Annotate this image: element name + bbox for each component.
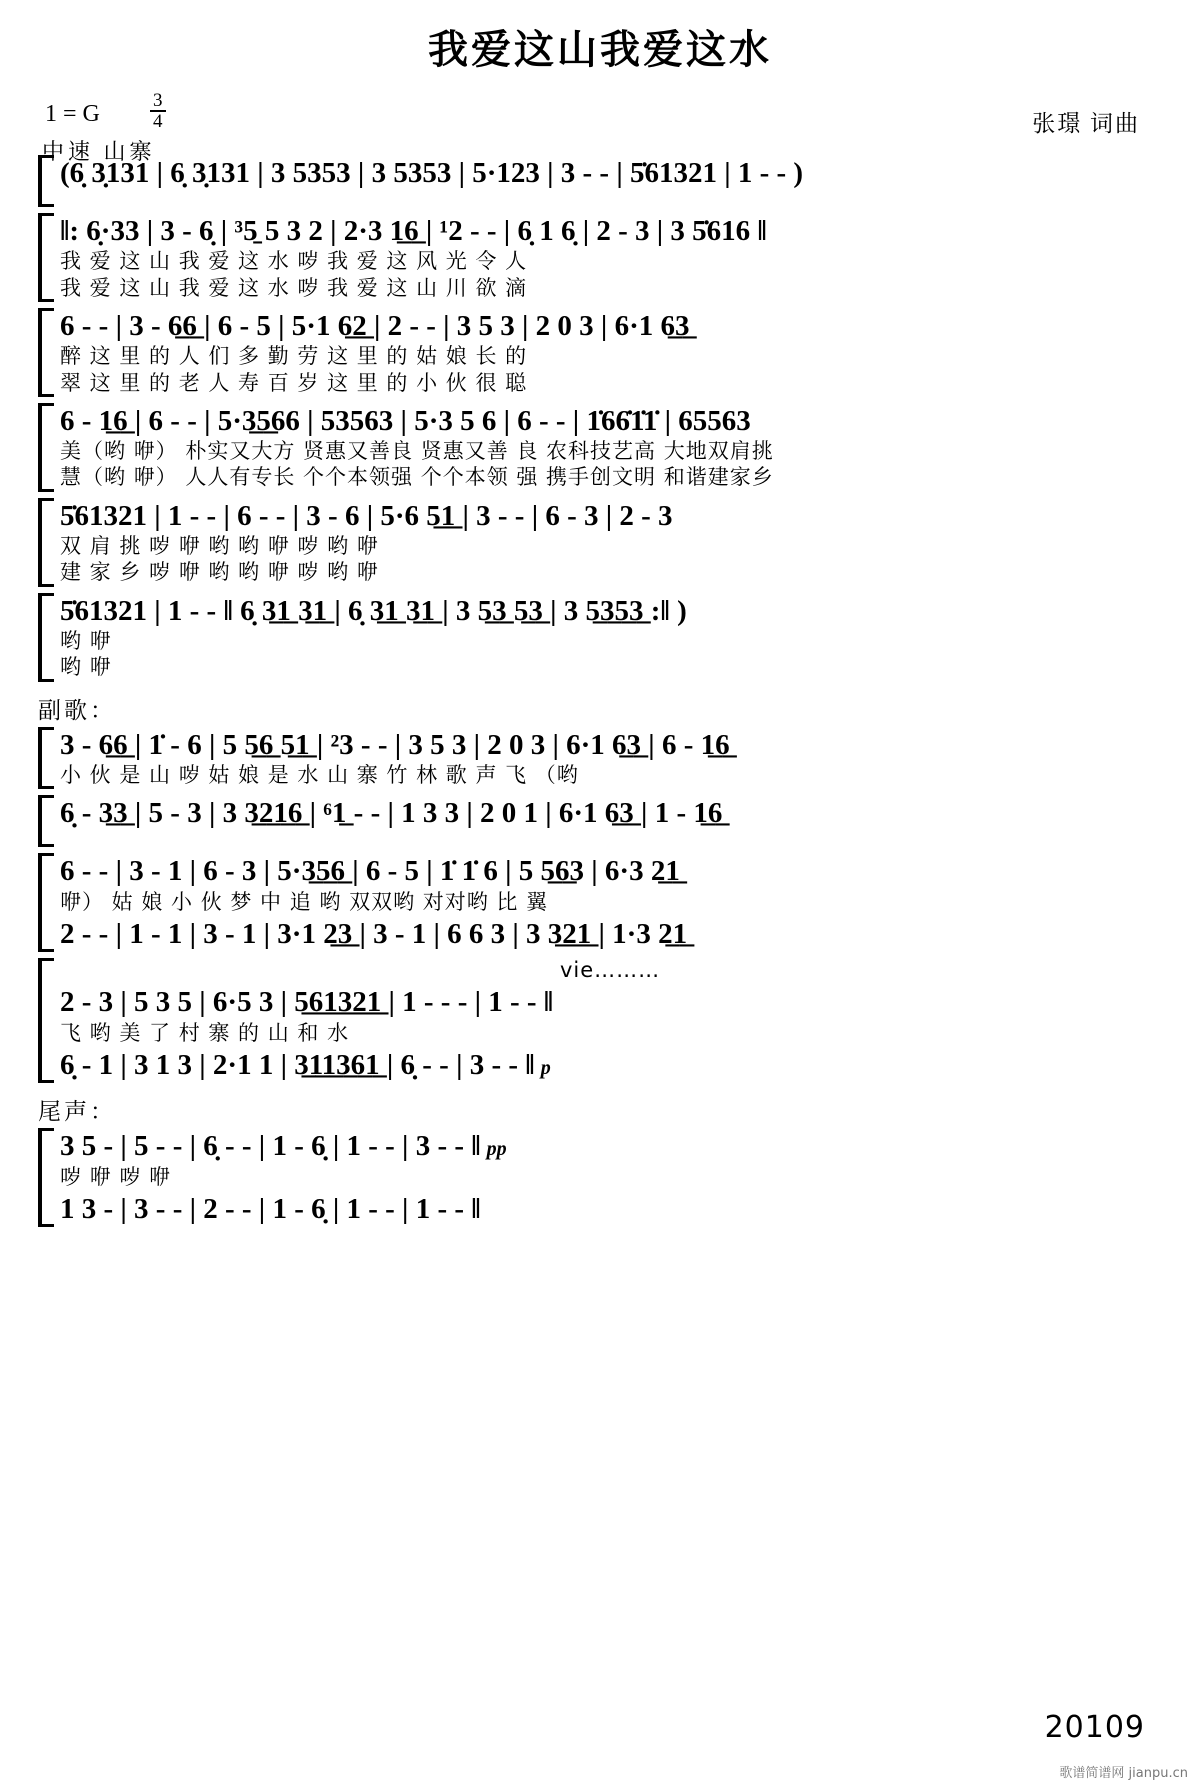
staff [60,958,1048,1083]
note-row: 5̇61321 | 1 - - ‖ 6̣ 3̲1̲ 3̲1̲ | 6̣ 3̲1̲ 3̲1̲ | 3 5̲3̲ 5̲3̲ | 3 5̲3̲5̲3̲ :‖ ) [60,594,687,627]
staff [60,155,1048,191]
dynamic-p: p [540,1057,551,1080]
note-row-upper-text: 3 5 - | 5 - - | 6̣ - - | 1 - 6̣ | 1 - - | 3 - - ‖ [60,1130,481,1163]
expression-vie: vie……… [560,958,661,983]
lyric-row-verse2: 慧（哟 咿） 人人有专长 个个本领强 个个本领 强 携手创文明 和谐建家乡 [60,465,774,490]
lyric-row-verse1: 小 伙 是 山 哕 姑 娘 是 水 山 寨 竹 林 歌 声 飞 （哟 [60,762,579,787]
staff [60,593,1048,682]
note-row: 5̇61321 | 1 - - | 6 - - | 3 - 6 | 5·6 5̲1̲ | 3 - - | 6 - 3 | 2 - 3 [60,499,673,532]
section-label-coda: 尾声： [38,1099,116,1125]
section-label-chorus: 副歌： [38,697,116,723]
system-brace [38,155,54,207]
note-row-lower: 1 3 - | 3 - - | 2 - - | 1 - 6̣ | 1 - - | 1 - - ‖ [60,1192,481,1225]
note-row-lower [60,1047,1048,1083]
staff [60,853,1048,952]
sheet-music-page [0,18,1200,1787]
system-brace [38,795,54,847]
time-signature-numerator: 3 [150,91,166,112]
tempo-marking: 中速 山寨 [42,139,156,164]
lyric-row-verse1: 咿） 姑 娘 小 伙 梦 中 追 哟 双双哟 对对哟 比 翼 [60,889,549,914]
music-system-verse-4 [38,498,1048,587]
site-watermark: 歌谱简谱网 jianpu.cn [1059,1766,1188,1781]
music-system-chorus-2 [38,795,1048,847]
lyric-row-verse1: 双 肩 挑 哕 咿 哟 哟 咿 哕 哟 咿 [60,534,379,559]
system-brace [38,308,54,397]
composer-credit: 张璟 词曲 [1032,111,1140,136]
note-row: 6 - - | 3 - 6̲6̲ | 6 - 5 | 5·1 6̲2̲ | 2 - - | 3 5 3 | 2 0 3 | 6·1 6̲3̲ [60,309,690,342]
key-signature: 1 = G [45,101,100,127]
note-row-lower-text: 6̣ - 1 | 3 1 3 | 2·1 1 | 3̲1̲1̲3̲6̲1̲ | 6̣ - - | 3 - - ‖ [60,1049,535,1082]
staff [60,795,1048,831]
music-system-chorus-3 [38,853,1048,952]
lyric-row-verse1: 哕 咿 哕 咿 [60,1164,172,1189]
staff [60,403,1048,492]
lyric-row-verse1: 我 爱 这 山 我 爱 这 水 哕 我 爱 这 风 光 令 人 [60,249,528,274]
dynamic-pp: pp [486,1138,507,1161]
note-row-upper [60,1128,1048,1164]
lyric-row-verse1: 哟 咿 [60,629,112,653]
lyric-row-verse1: 美（哟 咿） 朴实又大方 贤惠又善良 贤惠又善 良 农科技艺高 大地双肩挑 [60,439,774,464]
lyric-row-verse1: 飞 哟 美 了 村 寨 的 山 和 水 [60,1020,350,1045]
score-metadata [0,85,1200,164]
page-title: 我爱这山我爱这水 [428,27,772,73]
music-system-verse-3 [38,403,1048,492]
system-brace [38,1128,54,1227]
staff [60,498,1048,587]
note-row-lower: 2 - - | 1 - 1 | 3 - 1 | 3·1 2̲3̲ | 3 - 1 | 6 6 3 | 3 3̲2̲1̲ | 1·3 2̲1̲ [60,917,688,950]
lyric-row-verse2: 建 家 乡 哕 咿 哟 哟 咿 哕 哟 咿 [60,560,379,585]
system-brace [38,593,54,682]
music-system-chorus-4 [38,958,1048,1083]
note-row: 6 - 1̲6̲ | 6 - - | 5·3̲5̲66 | 53563 | 5·3 5 6 | 6 - - | 1̇66̇1̇1̇ | 65563 [60,404,751,437]
catalog-number: 20109 [1044,1710,1145,1745]
time-signature-denominator: 4 [153,111,163,132]
system-brace [38,853,54,952]
note-row-upper: 6 - - | 3 - 1 | 6 - 3 | 5·3̲5̲6̲ | 6 - 5 | 1̇ 1̇ 6 | 5 5̲6̲3 | 6·3 2̲1̲ [60,855,680,888]
lyric-row-verse1: 醉 这 里 的 人 们 多 勤 劳 这 里 的 姑 娘 长 的 [60,344,528,369]
staff [60,727,1048,790]
system-brace [38,727,54,790]
system-brace [38,958,54,1083]
lyric-row-verse2: 翠 这 里 的 老 人 寿 百 岁 这 里 的 小 伙 很 聪 [60,370,528,395]
lyric-row-verse2: 哟 咿 [60,655,112,680]
time-signature [150,91,166,131]
note-row: (6̣ 3̣131 | 6̣ 3̣131 | 3 5353 | 3 5353 | 5·123 | 3 - - | 5̇61321 | 1 - - ) [60,157,804,189]
note-row: ‖: 6̣·33 | 3 - 6̣ | ³5̱ 5 3 2 | 2·3 1̲6̲ | ¹2 - - | 6̣ 1 6̣ | 2 - 3 | 3 5̇616 ‖ [60,215,767,247]
system-brace [38,403,54,492]
lyric-row-verse2: 我 爱 这 山 我 爱 这 水 哕 我 爱 这 山 川 欲 滴 [60,275,528,300]
music-system-verse-5 [38,593,1048,682]
music-system-coda [38,1128,1048,1227]
system-brace [38,213,54,302]
system-brace [38,498,54,587]
note-row: 6̣ - 3̲3̲ | 5 - 3 | 3 3̲2̲1̲6̲ | ⁶1̲ - - | 1 3 3 | 2 0 1 | 6·1 6̲3̲ | 1 - 1̲6̲ [60,797,723,830]
music-system-verse-1 [38,213,1048,302]
note-row: 3 - 6̲6̲ | 1̇ - 6 | 5 5̲6̲ 5̲1̲ | ²3 - - | 3 5 3 | 2 0 3 | 6·1 6̲3̲ | 6 - 1̲6̲ [60,728,730,761]
music-system-verse-2 [38,308,1048,397]
music-system-intro [38,155,1048,207]
staff [60,1128,1048,1227]
staff [60,213,1048,302]
staff [60,308,1048,397]
note-row-upper: 2 - 3 | 5 3 5 | 6·5 3 | 5̲6̲1̲3̲2̲1̲ | 1 - - - | 1 - - ‖ [60,986,554,1019]
music-system-chorus-1 [38,727,1048,790]
